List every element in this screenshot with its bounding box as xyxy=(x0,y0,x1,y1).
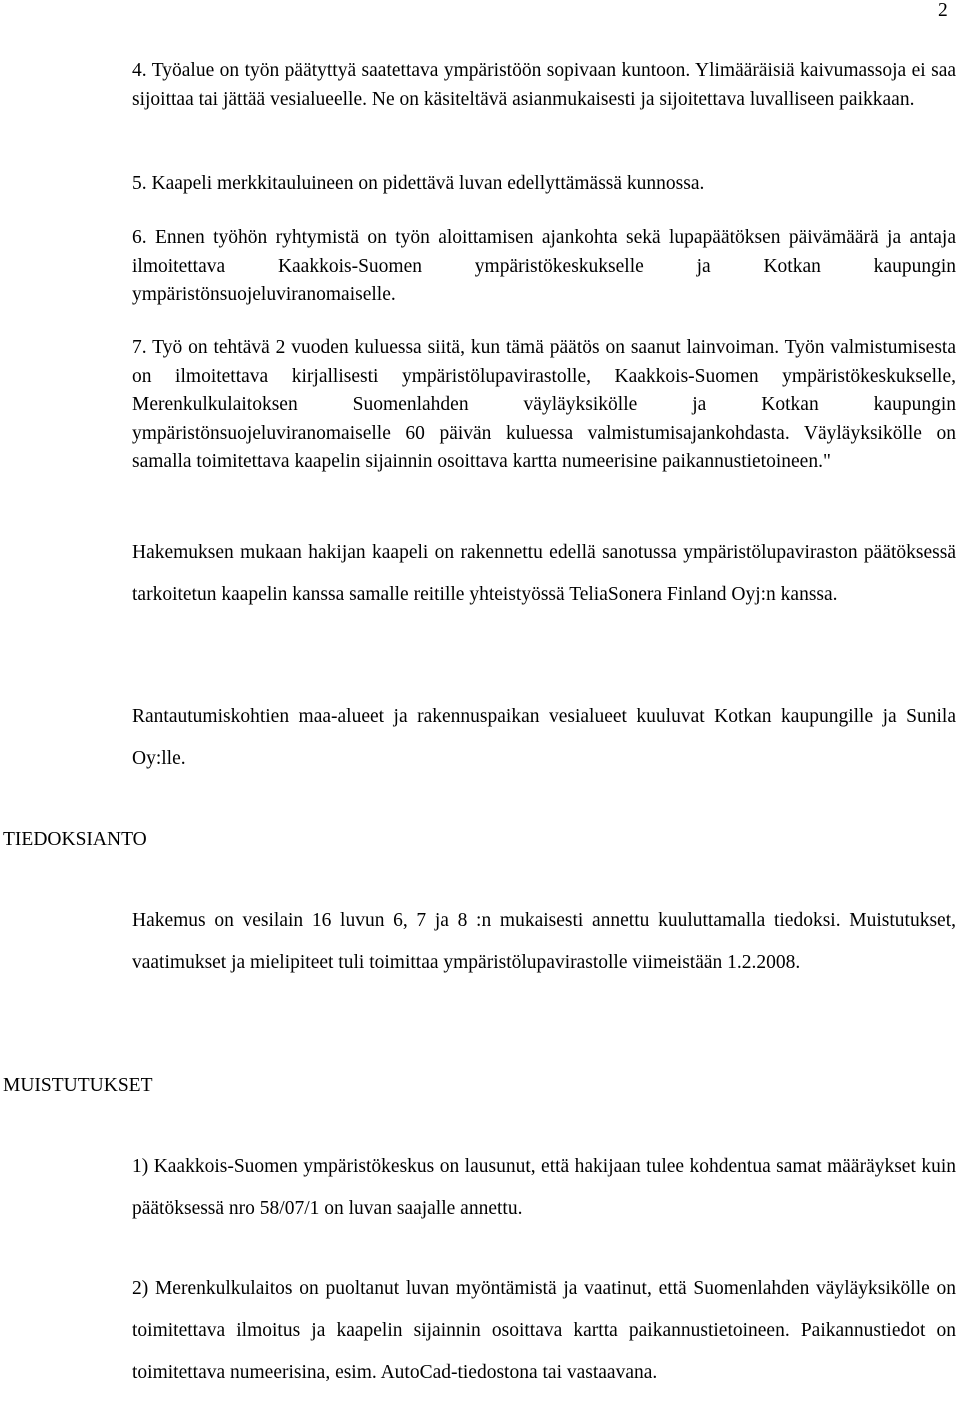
condition-item-4: 4. Työalue on työn päätyttyä saatettava ympäristöön sopivaan kuntoon. Ylimääräisiä kaivumassoja ei saa sijoittaa tai jättää vesialueelle. Ne on käsiteltävä asianmukaisesti ja sijoitettava luvalliseen paikkaan. xyxy=(132,60,956,110)
tiedoksianto-text: Hakemus on vesilain 16 luvun 6, 7 ja 8 :n mukaisesti annettu kuuluttamalla tiedoksi. Muistutukset, vaatimukset ja mielipiteet tuli toimittaa ympäristölupavirastolle viimeistään 1.2.2008. xyxy=(132,910,956,973)
application-paragraph: Hakemuksen mukaan hakijan kaapeli on rakennettu edellä sanotussa ympäristölupaviraston päätöksessä tarkoitetun kaapelin kanssa samalle reitille yhteistyössä TeliaSonera Finland Oyj:n kanssa. xyxy=(132,542,956,605)
muistutus-item-2: 2) Merenkulkulaitos on puoltanut luvan myöntämistä ja vaatinut, että Suomenlahden väyläyksikölle on toimitettava ilmoitus ja kaapelin sijainnin osoittava kartta paikannustietoineen. Paikannustiedot on toimitettava numeerisina, esim. AutoCad-tiedostona tai vastaavana. xyxy=(132,1278,956,1383)
ownership-paragraph: Rantautumiskohtien maa-alueet ja rakennuspaikan vesialueet kuuluvat Kotkan kaupungille ja Sunila Oy:lle. xyxy=(132,706,956,769)
condition-item-5: 5. Kaapeli merkkitauluineen on pidettävä luvan edellyttämässä kunnossa. xyxy=(132,173,705,194)
condition-item-7: 7. Työ on tehtävä 2 vuoden kuluessa siitä, kun tämä päätös on saanut lainvoiman. Työn valmistumisesta on ilmoitettava kirjallisesti ympäristölupavirastolle, Kaakkois-Suomen ympäristökeskukselle, Merenkulkulaitoksen Suomenlahden väyläyksikölle ja Kotkan kaupungin ympäristönsuojeluviranomaiselle 60 päivän kuluessa valmistumisajankohdasta. Väyläyksikölle on samalla toimitettava kaapelin sijainnin osoittava kartta numeerisine paikannustietoineen." xyxy=(132,337,956,472)
condition-item-6: 6. Ennen työhön ryhtymistä on työn aloittamisen ajankohta sekä lupapäätöksen päivämäärä ja antaja ilmoitettava Kaakkois-Suomen ympäristökeskukselle ja Kotkan kaupungin ympäristönsuojeluviranomaiselle. xyxy=(132,227,956,305)
section-heading-tiedoksianto: TIEDOKSIANTO xyxy=(3,829,147,850)
muistutus-item-1: 1) Kaakkois-Suomen ympäristökeskus on lausunut, että hakijaan tulee kohdentua samat määräykset kuin päätöksessä nro 58/07/1 on luvan saajalle annettu. xyxy=(132,1156,956,1219)
page-number: 2 xyxy=(938,0,948,21)
section-heading-muistutukset: MUISTUTUKSET xyxy=(3,1075,153,1096)
